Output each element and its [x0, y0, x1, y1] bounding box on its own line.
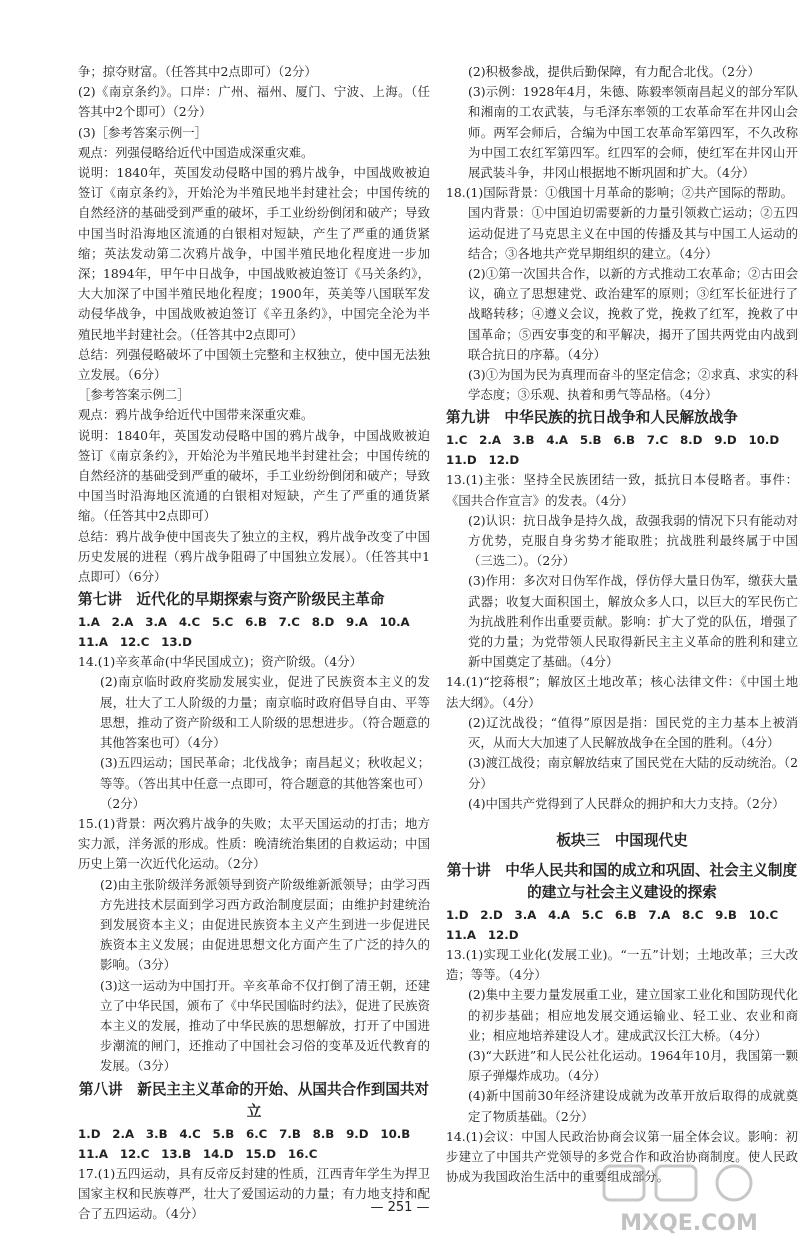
text-paragraph: 13.(1)实现工业化(发展工业)。“一五”计划；土地改革；三大改造；等等。（4分）	[446, 946, 798, 983]
text-paragraph: (3)这一运动为中国打开。辛亥革命不仅打倒了清王朝，还建立了中华民国，颁布了《中华民国临时约法》，促进了民族资本主义的发展，推动了中华民族的思想解放，打开了中国进步潮流的闸门，还推动了中国社会习俗的变革及近代教育的发展。（3分）	[100, 977, 430, 1074]
text-paragraph: (3)渡江战役；南京解放结束了国民党在大陆的反动统治。（2分）	[468, 755, 798, 791]
text-paragraph: 14.(1)辛亥革命(中华民国成立)；资产阶级。（4分）	[78, 654, 363, 670]
answer-key-row: 11.A 12.D	[446, 927, 519, 942]
text-paragraph: 14.(1)“挖蒋根”；解放区土地改革；核心法律文件：《中国土地法大纲》。（4分）	[446, 674, 798, 710]
plate-heading: 板块三 中国现代史	[556, 831, 688, 849]
text-paragraph: (3)［参考答案示例一］	[78, 124, 208, 140]
text-paragraph: 14.(1)会议：中国人民政治协商会议第一届全体会议。影响：初步建立了中国共产党领导的多党合作和政治协商制度。使人民政协成为我国政治生活中的重要组成部分。	[446, 1128, 798, 1185]
text-paragraph: 争；掠夺财富。（任答其中2点即可）（2分）	[78, 64, 317, 79]
page-number: — 251 —	[370, 1200, 430, 1215]
text-paragraph: 国内背景：①中国迫切需要新的力量引领救亡运动；②五四运动促进了马克思主义在中国的传播及其与中国工人运动的结合；③各地共产党早期组织的建立。（4分）	[468, 205, 798, 261]
text-paragraph: 说明：1840年，英国发动侵略中国的鸦片战争，中国战败被迫签订《南京条约》，开始沦为半殖民地半封建社会；中国传统的自然经济的基础受到严重的破坏，手工业纷纷倒闭和破产；导致中国当时沿海地区流通的白银相对短缺，产生了严重的通货紧缩；英法发动第二次鸦片战争，中国半殖民地化程度进一步加深；1894年，甲午中日战争，中国战败被迫签订《马关条约》，大大加深了中国半殖民地化程度；1900年，英美等八国联军发动侵华战争，中国战败被迫签订《辛丑条约》，中国完全沦为半殖民地半封建社会。（任答其中2点即可）	[78, 165, 430, 342]
text-paragraph: 总结：鸦片战争使中国丧失了独立的主权，鸦片战争改变了中国历史发展的进程（鸦片战争阻碍了中国独立发展）。（任答其中1点即可）（6分）	[78, 528, 430, 585]
section-heading: 第九讲 中华民族的抗日战争和人民解放战争	[446, 409, 738, 427]
text-paragraph: 观点：鸦片战争给近代中国带来深重灾难。	[78, 407, 314, 423]
text-paragraph: 13.(1)主张：坚持全民族团结一致，抵抗日本侵略者。事件：《国共合作宣言》的发表。（4分）	[446, 472, 798, 508]
text-paragraph: (3)五四运动；国民革命；北伐战争；南昌起义；秋收起义；等等。（答出其中任意一点即可，符合题意的其他答案也可）（2分）	[100, 755, 430, 811]
answer-key-row: 1.D 2.A 3.B 4.C 5.B 6.C 7.B 8.B 9.D 10.B	[78, 1126, 411, 1141]
text-paragraph: (3)①为国为民为真理而奋斗的坚定信念；②求真、求实的科学态度；③乐观、执着和勇气等品格。（4分）	[468, 367, 798, 403]
section-heading: 第七讲 近代化的早期探索与资产阶级民主革命	[78, 591, 385, 609]
text-paragraph: 17.(1)五四运动，具有反帝反封建的性质，江西青年学生为捍卫国家主权和民族尊严，壮大了爱国运动的力量；有力地支持和配合了五四运动。（4分）	[78, 1165, 430, 1221]
text-paragraph: (2)由主张阶级洋务派领导到资产阶级维新派领导；由学习西方先进技术层面到学习西方政治制度层面；由维护封建统治到发展资本主义；由促进民族资本主义产生到进一步促进民族资本主义发展；由促进思想文化方面产生了广泛的持久的影响。（3分）	[100, 876, 430, 973]
text-paragraph: 15.(1)背景：两次鸦片战争的失败；太平天国运动的打击；地方实力派，洋务派的形成。性质：晚清统治集团的自救运动；中国历史上第一次近代化运动。（2分）	[78, 815, 430, 872]
answer-key-row: 11.D 12.D	[446, 453, 520, 468]
answer-key-row: 1.A 2.A 3.A 4.C 5.C 6.B 7.C 8.D 9.A 10.A	[78, 615, 410, 630]
text-paragraph: 总结：列强侵略破坏了中国领土完整和主权独立，使中国无法独立发展。（6分）	[78, 346, 430, 383]
text-paragraph: (2)集中主要力量发展重工业，建立国家工业化和国防现代化的初步基础；相应地发展交通运输业、轻工业、农业和商业；相应地培养建设人才。建成武汉长江大桥。（4分）	[468, 987, 798, 1043]
text-paragraph: (2)南京临时政府奖励发展实业，促进了民族资本主义的发展，壮大了工人阶级的力量；南京临时政府倡导自由、平等思想，推动了资产阶级和工人阶级的思想进步。（符合题意的其他答案也可）（4分）	[100, 674, 430, 751]
answer-key-row: 1.C 2.A 3.B 4.A 5.B 6.B 7.C 8.D 9.D 10.D	[446, 433, 780, 448]
watermark-logo	[584, 1160, 794, 1240]
answer-key-row: 11.A 12.C 13.B 14.D 15.D 16.C	[78, 1146, 318, 1161]
text-paragraph: 观点：列强侵略给近代中国造成深重灾难。	[78, 144, 314, 160]
text-paragraph: (2)辽沈战役；“值得”原因是指：国民党的主力基本上被消灭，从而大大加速了人民解放战争在全国的胜利。（4分）	[468, 714, 798, 751]
svg-text:MXQE.COM: MXQE.COM	[620, 1211, 758, 1236]
text-paragraph: (2)《南京条约》。口岸：广州、福州、厦门、宁波、上海。（任答其中2个即可）（2分）	[78, 84, 430, 120]
section-heading: 第八讲 新民主主义革命的开始、从国共合作到国共对立	[78, 1080, 430, 1120]
text-paragraph: (2)①第一次国共合作，以新的方式推动工农革命；②古田会议，确立了思想建党、政治建军的原则；③红军长征进行了战略转移；④遵义会议，挽救了党，挽救了红军，挽救了中国革命；⑤西安事变的和平解决，揭开了国共两党由内战到联合抗日的序幕。（4分）	[468, 266, 798, 362]
answer-key-row: 11.A 12.C 13.D	[78, 635, 192, 650]
text-paragraph: 18.(1)国际背景：①俄国十月革命的影响；②共产国际的帮助。	[446, 185, 794, 201]
text-paragraph: (3)“大跃进”和人民公社化运动。1964年10月，我国第一颗原子弹爆炸成功。（4分）	[468, 1047, 798, 1084]
text-paragraph: 说明：1840年，英国发动侵略中国的鸦片战争，中国战败被迫签订《南京条约》，开始沦为半殖民地半封建社会；中国传统的自然经济的基础受到严重的破坏，手工业纷纷倒闭和破产；导致中国当时沿海地区流通的白银相对短缺，产生了严重的通货紧缩。（任答其中2点即可）	[78, 427, 430, 524]
text-paragraph: (2)积极参战，提供后勤保障，有力配合北伐。（2分）	[468, 64, 760, 79]
text-paragraph: (3)示例：1928年4月，朱德、陈毅率领南昌起义的部分军队和湘南的工农武装，与毛泽东率领的工农革命军在井冈山会师。两军会师后，合编为中国工农革命军第四军，不久改称为中国工农红军第四军。红四军的会师，使红军在井冈山开展武装斗争，井冈山根据地不断巩固和扩大。（4分）	[468, 84, 798, 181]
text-paragraph: (4)新中国前30年经济建设成就为改革开放后取得的成就奠定了物质基础。（2分）	[468, 1088, 798, 1124]
section-heading: 第十讲 中华人民共和国的成立和巩固、社会主义制度的建立与社会主义建设的探索	[446, 861, 798, 901]
text-paragraph: (3)作用：多次对日伪军作战，俘仿俘大量日伪军，缴获大量武器；收复大面积国土，解放众多人口，以巨大的军民伤亡为抗战胜利作出重要贡献。影响：扩大了党的队伍，增强了党的力量；为党带领人民取得新民主主义革命的胜利和建立新中国奠定了基础。（4分）	[468, 573, 798, 670]
left-column	[78, 62, 430, 1224]
answer-key-row: 1.D 2.D 3.A 4.A 5.C 6.B 7.A 8.C 9.B 10.C	[446, 907, 779, 922]
text-paragraph: (2)认识：抗日战争是持久战，敌强我弱的情况下只有能动对方优势，克服自身劣势才能取胜；抗战胜利最终属于中国（三选二）。（2分）	[468, 512, 798, 569]
text-paragraph: ［参考答案示例二］	[78, 387, 190, 403]
text-paragraph: (4)中国共产党得到了人民群众的拥护和大力支持。（2分）	[468, 795, 785, 811]
right-column	[446, 62, 798, 1187]
